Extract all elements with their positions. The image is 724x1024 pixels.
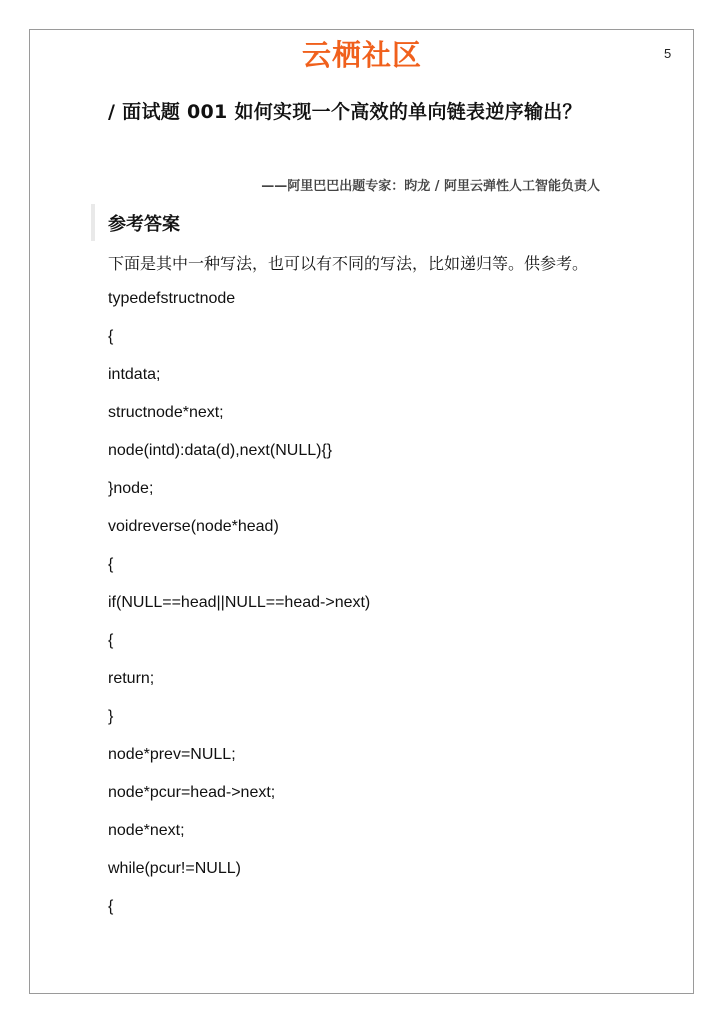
code-line: return; [108,670,155,687]
code-line: intdata; [108,366,161,383]
code-line: if(NULL==head||NULL==head->next) [108,594,371,611]
code-line: { [108,556,114,573]
code-line: structnode*next; [108,404,224,421]
code-line: node*pcur=head->next; [108,784,276,801]
logo-text: 云栖社区 [301,38,422,72]
section-accent-bar [91,204,95,241]
page-number: 5 [664,46,672,61]
code-line: node(intd):data(d),next(NULL){} [108,442,333,459]
answer-intro: 下面是其中一种写法，也可以有不同的写法，比如递归等。供参考。 [108,254,589,273]
code-line: while(pcur!=NULL) [108,860,241,877]
code-block [108,280,648,926]
code-line: node*prev=NULL; [108,746,236,763]
question-title: / 面试题 001 如何实现一个高效的单向链表逆序输出？ [108,101,582,123]
code-line: } [108,708,114,725]
code-line: typedefstructnode [108,290,236,307]
answer-heading: 参考答案 [108,214,180,235]
code-line: }node; [108,480,154,497]
question-attribution: ——阿里巴巴出题专家：昀龙 / 阿里云弹性人工智能负责人 [261,179,600,194]
code-line: { [108,632,114,649]
code-line: { [108,328,114,345]
code-line: voidreverse(node*head) [108,518,279,535]
code-line: node*next; [108,822,185,839]
code-line: { [108,898,114,915]
